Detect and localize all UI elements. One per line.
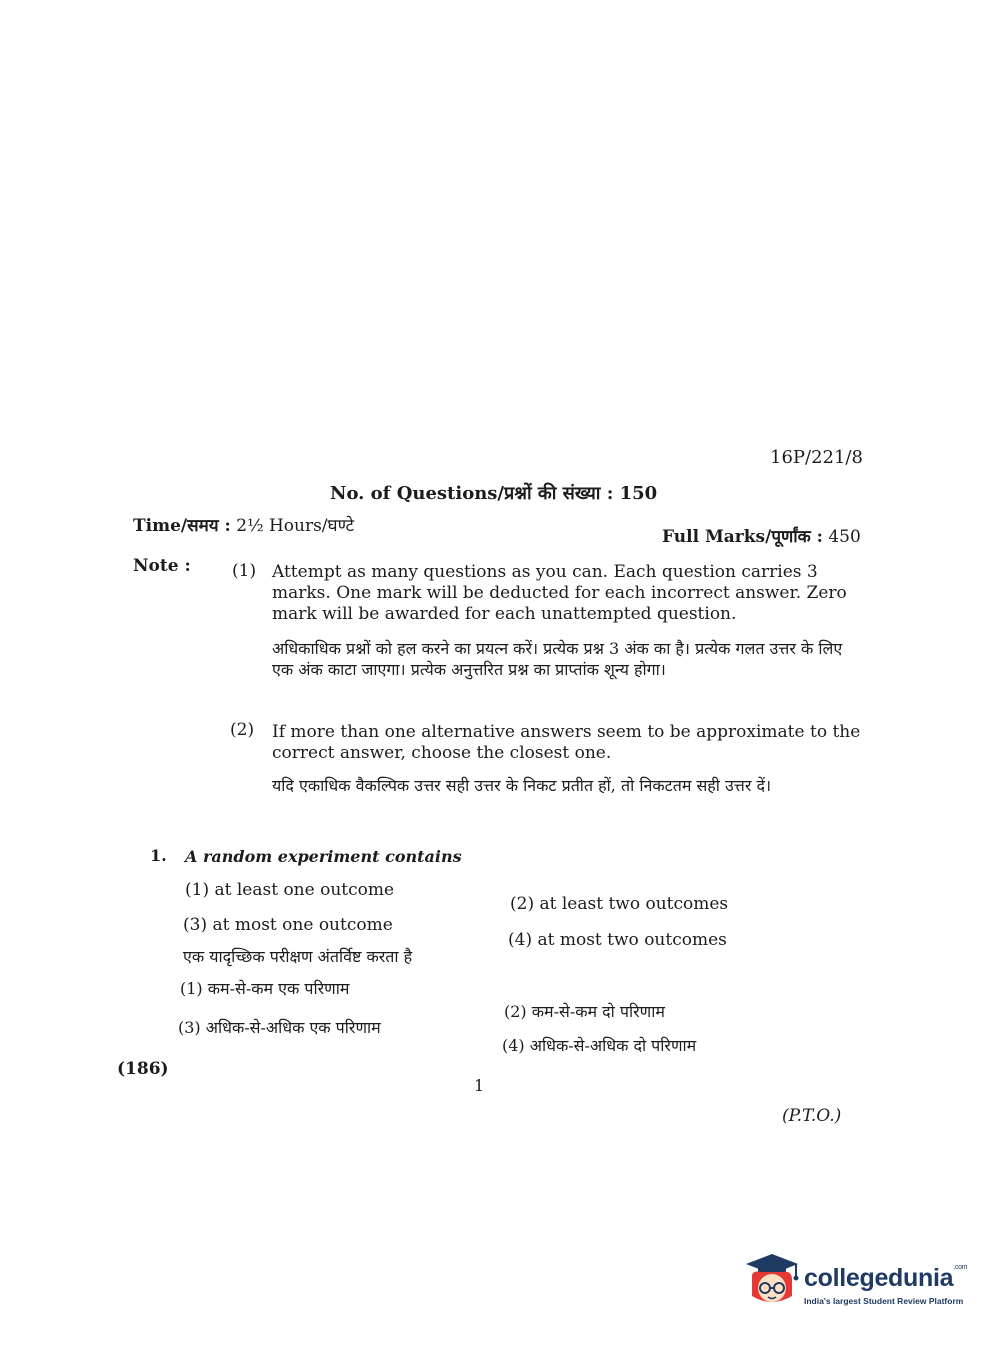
graduate-mascot-icon — [742, 1250, 800, 1312]
question-text-hi: एक यादृच्छिक परीक्षण अंतर्विष्ट करता है — [183, 947, 413, 966]
page-number: 1 — [474, 1076, 485, 1095]
logo-suffix: .com — [953, 1264, 968, 1271]
logo-tagline: India's largest Student Review Platform — [804, 1296, 964, 1306]
collegedunia-logo — [742, 1250, 972, 1320]
marks-label: Full Marks/पूर्णांक : — [662, 527, 823, 547]
time-allowed — [133, 513, 354, 536]
logo-wordmark — [804, 1264, 967, 1293]
note-item-text-en: If more than one alternative answers seem to be approximate to the correct answer, choose the closest one. — [272, 722, 861, 763]
question-text-en: A random experiment contains — [185, 847, 462, 866]
note-item-number: (1) — [232, 561, 257, 581]
option-4-hi: (4) अधिक-से-अधिक दो परिणाम — [502, 1036, 697, 1055]
paper-code: 16P/221/8 — [770, 447, 863, 468]
full-marks — [662, 524, 861, 547]
time-value: 2½ Hours/घण्टे — [236, 516, 355, 536]
time-label: Time/समय : — [133, 516, 231, 536]
option-3-hi: (3) अधिक-से-अधिक एक परिणाम — [178, 1018, 381, 1037]
booklet-code: (186) — [117, 1059, 169, 1079]
note-item-number: (2) — [230, 720, 255, 740]
logo-name-text: collegedunia — [804, 1264, 954, 1292]
option-2-en: (2) at least two outcomes — [510, 894, 729, 914]
option-1-en: (1) at least one outcome — [185, 880, 395, 900]
number-of-questions: No. of Questions/प्रश्नों की संख्या : 150 — [330, 483, 658, 504]
please-turn-over: (P.T.O.) — [782, 1106, 842, 1126]
note-label: Note : — [133, 556, 191, 576]
option-4-en: (4) at most two outcomes — [508, 930, 727, 950]
note-item-text-hi: यदि एकाधिक वैकल्पिक उत्तर सही उत्तर के निकट प्रतीत हों, तो निकटतम सही उत्तर दें। — [272, 776, 772, 795]
marks-value: 450 — [828, 527, 861, 547]
option-3-en: (3) at most one outcome — [183, 915, 393, 935]
note-item-text-hi: अधिकाधिक प्रश्नों को हल करने का प्रयत्न करें। प्रत्येक प्रश्न 3 अंक का है। प्रत्येक गलत उत्तर के लिए एक अंक काटा जाएगा। प्रत्येक अनुत्तरित प्रश्न का प्राप्तांक शून्य होगा। — [272, 639, 843, 679]
question-number: 1. — [150, 846, 167, 865]
option-1-hi: (1) कम-से-कम एक परिणाम — [180, 979, 350, 998]
note-item-text-en: Attempt as many questions as you can. Each question carries 3 marks. One mark will be deducted for each incorrect answer. Zero mark will be awarded for each unattempted question. — [272, 562, 847, 624]
option-2-hi: (2) कम-से-कम दो परिणाम — [504, 1002, 665, 1021]
